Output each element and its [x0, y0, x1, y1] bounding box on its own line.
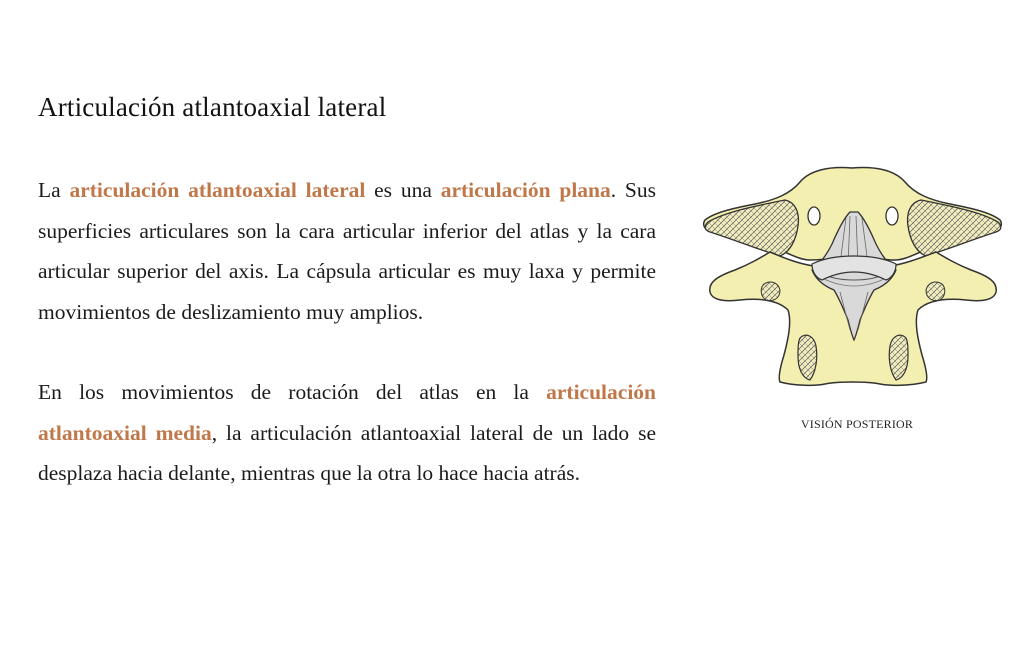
paragraph-1-text-1: La: [38, 178, 70, 202]
figure-caption: VISIÓN POSTERIOR: [800, 417, 914, 431]
link-articulacion-plana[interactable]: articulación plana: [440, 178, 611, 202]
paragraph-2-text-2: , la articulación atlantoaxial lateral de un lado se desplaza hacia delante, mientras que la otra lo hace hacia atrás.: [38, 420, 656, 485]
atlas-right-articular-surface: [908, 200, 1001, 256]
paragraph-2-text-1: En los movimientos de rotación del atlas en la: [38, 380, 547, 404]
link-articulacion-atlantoaxial-lateral[interactable]: articulación atlantoaxial lateral: [69, 178, 366, 202]
paragraph-1-text-3: . Sus superficies articulares son la cara articular inferior del atlas y la cara articular superior del axis. La cápsula articular es muy laxa y permite movimientos de deslizamiento muy amplios.: [38, 178, 656, 324]
atlantoaxial-posterior-view-illustration: [700, 160, 1006, 440]
article-body: [38, 170, 656, 494]
paragraph-1: [38, 170, 656, 332]
atlas-left-articular-surface: [705, 200, 798, 256]
link-articulacion-atlantoaxial-media[interactable]: articulación atlantoaxial media: [38, 380, 656, 445]
paragraph-2: [38, 372, 656, 494]
page-title: Articulación atlantoaxial lateral: [38, 92, 387, 122]
anatomy-figure: [700, 160, 1006, 440]
paragraph-1-text-2: es una: [365, 178, 441, 202]
